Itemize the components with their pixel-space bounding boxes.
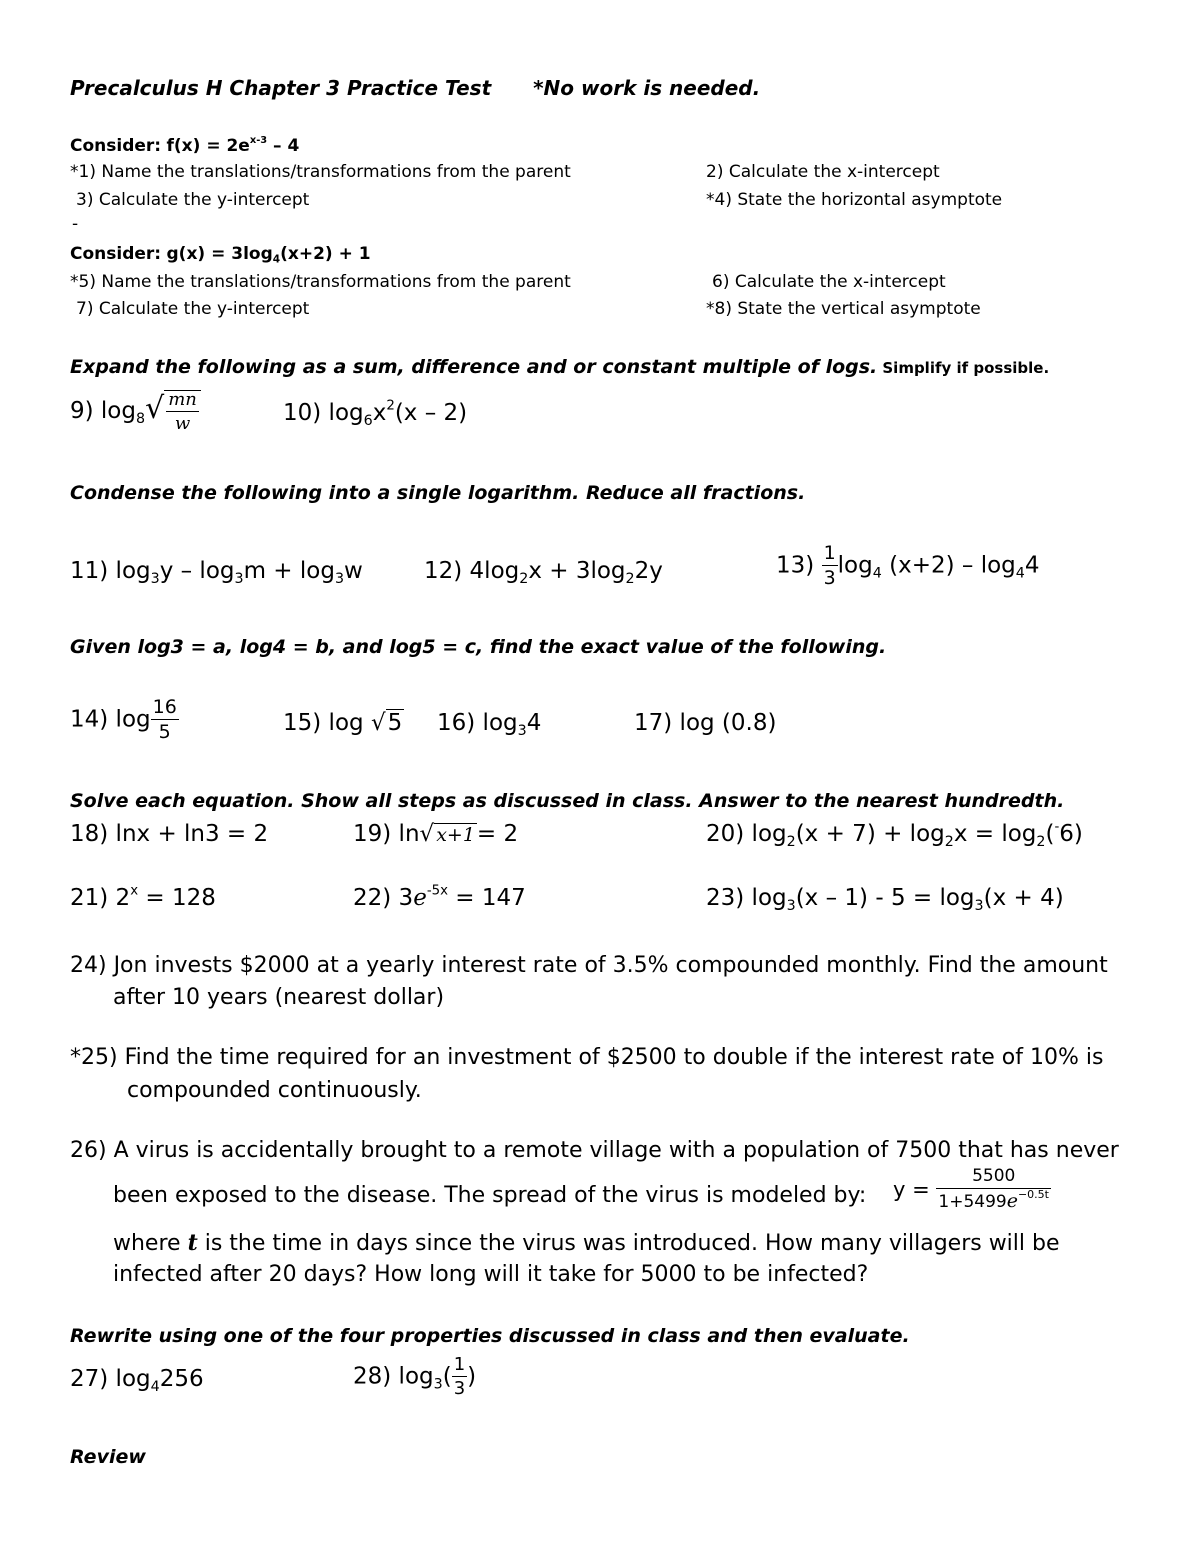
problem-17: 17) log (0.8)	[634, 710, 777, 736]
problem-24-line1: 24) Jon invests $2000 at a yearly interest rate of 3.5% compounded monthly. Find the amount	[70, 953, 1108, 978]
consider-label: Consider:	[70, 136, 162, 156]
problem-19: 19) ln√ x+1= 2	[353, 821, 519, 847]
problem-15: 15) log √5	[283, 710, 403, 736]
f-function: $f(x) = 2e^{x-3} - 4$	[166, 135, 300, 156]
problem-21: 21) $2^x = 128$	[70, 883, 216, 911]
given-heading: Given log3 = a, log4 = b, and log5 = c, find the exact value of the following.	[70, 636, 887, 658]
question-3: 3) Calculate the y-intercept	[76, 190, 310, 210]
review-heading: Review	[70, 1446, 146, 1468]
problem-18: 18) lnx + ln3 = 2	[70, 821, 269, 847]
problem-10: 10) $\log_6x^2(x - 2)$	[283, 398, 468, 429]
problem-25-line2: compounded continuously.	[127, 1078, 422, 1103]
consider-f	[70, 136, 299, 156]
page-title	[70, 76, 760, 100]
problem-24-line2: after 10 years (nearest dollar)	[113, 985, 445, 1010]
expand-heading: Expand the following as a sum, difference and or constant multiple of logs. Simplify if possible.	[70, 356, 1050, 378]
virus-model-formula: y = $\frac{5500}{1+5499e^{-0.5t}}$	[893, 1166, 1049, 1212]
problem-28: 28) $\log_3$( $\frac{1}{3}$ )	[353, 1354, 477, 1399]
rewrite-heading: Rewrite using one of the four properties discussed in class and then evaluate.	[70, 1325, 910, 1347]
question-6: 6) Calculate the x-intercept	[712, 272, 946, 292]
problem-25-line1: *25) Find the time required for an investment of $2500 to double if the interest rate of 10% is	[70, 1045, 1104, 1070]
problem-13: 13) $\frac{1}{3}$ $\log_4 (x+2) - \log_44$	[776, 542, 1040, 589]
problem-26-line4: infected after 20 days? How long will it take for 5000 to be infected?	[113, 1262, 869, 1287]
problem-11: 11) $\log_3y - \log_3m + \log_3w$	[70, 558, 363, 587]
consider-label: Consider:	[70, 244, 162, 264]
problem-20: 20) $\log_2(x + 7) + \log_2x = \log_2(^-6)$	[706, 819, 1083, 850]
g-function: $g(x) = 3\log_4(x+2) + 1$	[166, 244, 371, 266]
consider-g	[70, 244, 371, 264]
solve-heading: Solve each equation. Show all steps as discussed in class. Answer to the nearest hundredth.	[70, 790, 1065, 812]
problem-12: 12) $4\log_2x + 3\log_22y$	[424, 558, 663, 587]
question-7: 7) Calculate the y-intercept	[76, 299, 310, 319]
problem-26-line2: been exposed to the disease. The spread of the virus is modeled by:	[113, 1183, 867, 1208]
question-5: *5) Name the translations/transformations from the parent	[70, 272, 571, 292]
problem-23: 23) $\log_3(x - 1) - 5 = \log_3(x + 4)$	[706, 885, 1064, 914]
problem-26-line1: 26) A virus is accidentally brought to a remote village with a population of 7500 that has never	[70, 1138, 1119, 1163]
problem-9: 9) $\log_8√$ $\frac{mn}{w}$	[70, 390, 201, 433]
question-4: *4) State the horizontal asymptote	[706, 190, 1003, 210]
title-note: *No work is needed.	[533, 76, 761, 100]
problem-14: 14) log $\frac{16}{5}$	[70, 696, 177, 743]
problem-16: 16) $\log_34$	[437, 710, 542, 739]
question-2: 2) Calculate the x-intercept	[706, 162, 940, 182]
condense-heading: Condense the following into a single logarithm. Reduce all fractions.	[70, 482, 806, 504]
title-text: Precalculus H Chapter 3 Practice Test	[70, 76, 492, 100]
question-1: *1) Name the translations/transformations from the parent	[70, 162, 571, 182]
question-8: *8) State the vertical asymptote	[706, 299, 981, 319]
problem-22: 22) $3e^{-5x} = 147$	[353, 883, 526, 911]
problem-26-line3: where t is the time in days since the virus was introduced. How many villagers will be	[113, 1230, 1060, 1256]
problem-27: 27) $\log_4256$	[70, 1366, 204, 1395]
separator-dash: -	[72, 214, 79, 234]
